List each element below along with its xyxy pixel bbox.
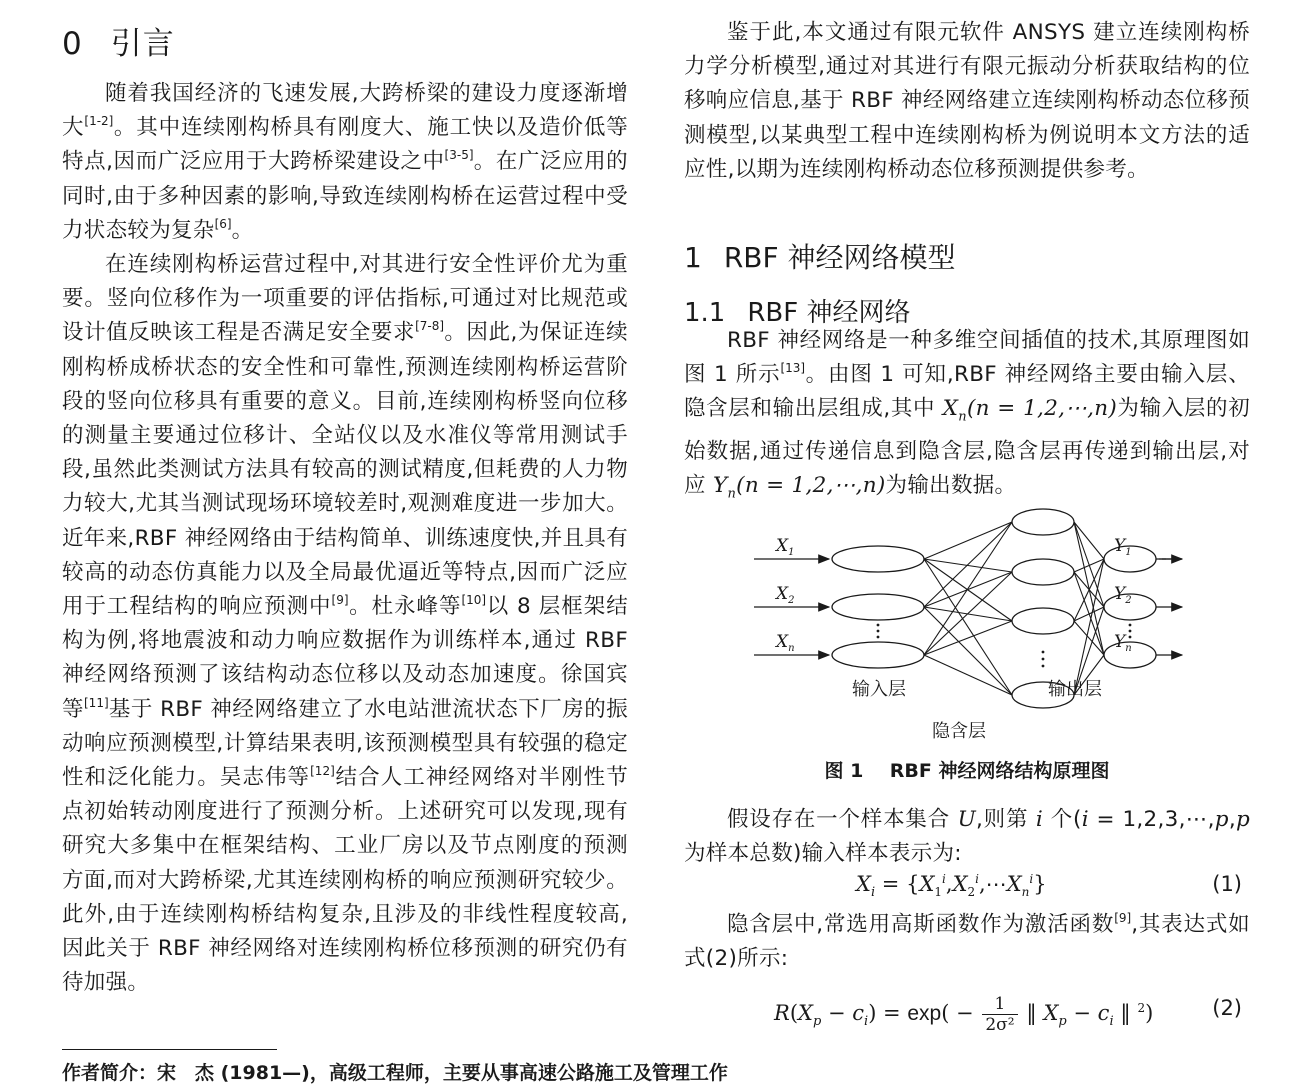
- network-connections: [924, 522, 1104, 695]
- citation-marker: [3-5]: [444, 148, 474, 163]
- intro-body: [62, 77, 628, 1000]
- paragraph-text: 。: [231, 217, 254, 243]
- rbf-network-diagram: [754, 505, 1184, 745]
- sample-set-paragraph: 假设存在一个样本集合 U,则第 i 个(i = 1,2,3,⋯,p,p 为样本总数)输入样本表示为:: [684, 807, 1251, 867]
- citation-marker: [6]: [214, 216, 232, 231]
- input-node-n: [832, 642, 924, 668]
- input-layer-label: 输入层: [852, 679, 906, 700]
- citation-marker: [12]: [310, 764, 335, 779]
- input-node-2: [832, 594, 924, 620]
- equation-1-body: $X_i$ = $\{X_1^i,X_2^i,\cdots X_n^i\}$: [856, 872, 1047, 901]
- hidden-node-3: [1012, 608, 1074, 634]
- intro-paragraph-2: [62, 248, 628, 1000]
- paragraph-text: 结合人工神经网络对半刚性节点初始转动刚度进行了预测分析。上述研究可以发现,现有研究大多集中在框架结构、工业厂房以及节点刚度的预测方面,而对大跨桥梁,尤其连续刚构桥的响应预测研究较少。此外,由于连续刚构桥结构复杂,且涉及的非线性程度较高,因此关于 RBF 神经网络对连续刚构桥位移预测的研究仍有待加强。: [62, 765, 628, 996]
- equation-2-number: (2): [1212, 996, 1242, 1020]
- paragraph-text: 随着我国经济的飞速发展,大跨桥梁的建设力度逐渐增大: [62, 81, 628, 141]
- figure-caption: 图 1 RBF 神经网络结构原理图: [824, 760, 1110, 782]
- yn-symbol: $Y_n$: [712, 473, 737, 502]
- paragraph-text: 。在广泛应用的同时,由于多种因素的影响,导致连续刚构桥在运营过程中受力状态较为复杂: [62, 149, 628, 243]
- equation-2: [684, 990, 1250, 1040]
- input-node-1: [832, 546, 924, 572]
- equation-1-number: (1): [1212, 872, 1242, 896]
- xn-symbol: $X_n$: [942, 396, 967, 425]
- citation-marker: [7-8]: [415, 319, 445, 334]
- footnote-rule: [62, 1049, 277, 1050]
- activation-paragraph: 隐含层中,常选用高斯函数作为激活函数[9],其表达式如式(2)所示:: [684, 911, 1250, 972]
- intro-paragraph-3: 鉴于此,本文通过有限元软件 ANSYS 建立连续刚构桥力学分析模型,通过对其进行有限元振动分析获取结构的位移响应信息,基于 RBF 神经网络建立连续刚构桥动态位移预测模型,以某典型工程中连续刚构桥为例说明本文方法的适应性,以期为连续刚构桥动态位移预测提供参考。: [684, 20, 1250, 182]
- author-footnote: 作者简介：宋 杰 (1981—)，高级工程师，主要从事高速公路施工及管理工作: [62, 1062, 728, 1084]
- subsection-heading-1-1: 1.1 RBF 神经网络: [684, 298, 911, 328]
- section-heading-1: 1 RBF 神经网络模型: [684, 241, 956, 274]
- rbf-paragraph: RBF 神经网络是一种多维空间插值的技术,其原理图如图 1 所示[13]。由图 1 可知,RBF 神经网络主要由输入层、隐含层和输出层组成,其中 $X_n(n$ = 1,2,⋯,n)为输入层的初始数据,通过传递信息到隐含层,隐含层再传递到输出层,对应 $Y_n(n$ = 1,2,⋯,n)为输出数据。: [684, 328, 1250, 502]
- citation-marker: [9]: [331, 593, 349, 608]
- output-label-n: $Y_n$: [1114, 632, 1132, 654]
- equation-2-body: $R(X_p - c_i) = \exp$( − $\frac{1}{\text{2σ²}}$ ‖ $X_p - c_i$ ‖ $^2$): [774, 994, 1154, 1035]
- input-label-n: $X_n$: [776, 632, 795, 654]
- output-label-1: $Y_1$: [1114, 536, 1132, 558]
- paragraph-text: 基于 RBF 神经网络建立了水电站泄流状态下厂房的振动响应预测模型,计算结果表明,该预测模型具有较强的稳定性和泛化能力。吴志伟等: [62, 696, 628, 791]
- equation-1: [684, 872, 1250, 906]
- citation-marker: [11]: [84, 695, 109, 710]
- hidden-node-2: [1012, 559, 1074, 585]
- citation-marker: [10]: [461, 593, 487, 608]
- output-layer-label: 输出层: [1048, 679, 1102, 700]
- section-heading-intro: 0 引言: [62, 26, 175, 62]
- hidden-node-1: [1012, 509, 1074, 535]
- hidden-layer-label: 隐含层: [932, 721, 986, 742]
- paragraph-text: 在连续刚构桥运营过程中,对其进行安全性评价尤为重要。竖向位移作为一项重要的评估指标,可通过对比规范或设计值反映该工程是否满足安全要求: [62, 252, 628, 346]
- output-label-2: $Y_2$: [1114, 584, 1132, 606]
- paragraph-text: 。因此,为保证连续刚构桥成桥状态的安全性和可靠性,预测连续刚构桥运营阶段的竖向位移具有重要的意义。目前,连续刚构桥竖向位移的测量主要通过位移计、全站仪以及水准仪等常用测试手段,虽然此类测试方法具有较高的测试精度,但耗费的人力物力较大,尤其当测试现场环境较差时,观测难度进一步加大。近年来,RBF 神经网络由于结构简单、训练速度快,并且具有较高的动态仿真能力以及全局最优逼近等特点,因而广泛应用于工程结构的响应预测中: [62, 320, 628, 620]
- citation-marker: [1-2]: [84, 114, 114, 129]
- input-label-2: $X_2$: [776, 584, 795, 606]
- intro-paragraph-1: [62, 77, 628, 248]
- paragraph-text: 以 8 层框架结构为例,将地震波和动力响应数据作为训练样本,通过 RBF 神经网络预测了该结构动态位移以及动态加速度。徐国宾等: [62, 594, 628, 722]
- paragraph-text: 。其中连续刚构桥具有刚度大、施工快以及造价低等特点,因而广泛应用于大跨桥梁建设之中: [62, 115, 628, 175]
- paragraph-text: 。杜永峰等: [348, 594, 462, 620]
- input-label-1: $X_1$: [776, 536, 795, 558]
